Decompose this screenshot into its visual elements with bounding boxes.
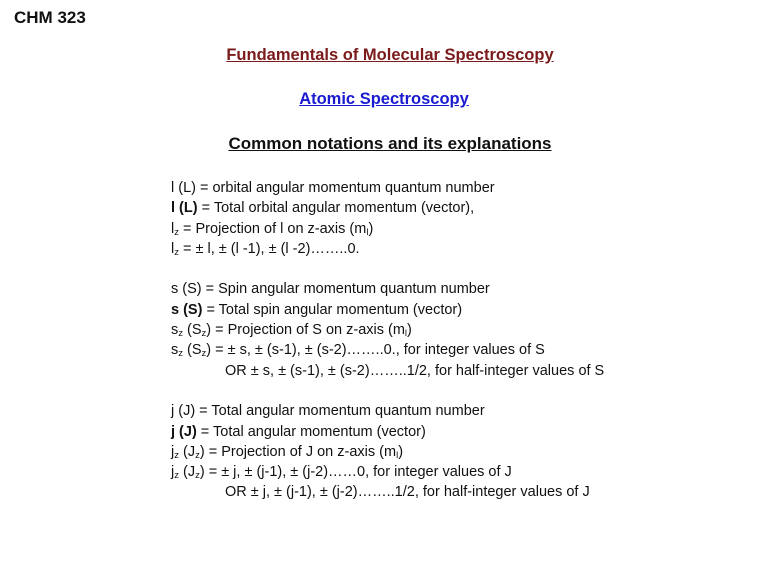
spin-projection-text-2: ) = Projection of S on z-axis (m — [206, 322, 405, 339]
orbital-quantum-number-line: l (L) = orbital angular momentum quantum number — [171, 180, 495, 196]
subscript: z — [178, 348, 183, 360]
subscript: l — [366, 226, 369, 238]
section-heading: Common notations and its explanations — [228, 134, 552, 153]
spin-vector-line — [171, 300, 604, 320]
subscript: l — [396, 449, 399, 461]
spin-values-symbol: s — [171, 342, 179, 359]
notation-list — [171, 178, 604, 503]
orbital-vector-symbol: l (L) — [171, 200, 198, 217]
total-vector-text: = Total angular momentum (vector) — [196, 423, 426, 440]
spin-quantum-number-line: s (S) = Spin angular momentum quantum number — [171, 281, 490, 298]
subscript: l — [404, 328, 408, 340]
subscript: z — [201, 328, 207, 340]
spin-values-line — [171, 340, 604, 360]
total-vector-symbol: j (J) — [171, 423, 197, 440]
spacer — [171, 259, 604, 279]
orbital-projection-symbol: l — [171, 220, 175, 237]
spin-values-text: (S — [183, 342, 202, 359]
orbital-values-symbol: l — [171, 240, 175, 257]
total-values-text: (J — [178, 464, 196, 481]
orbital-vector-line — [171, 198, 604, 218]
total-vector-line — [171, 422, 604, 442]
spin-projection-text: (S — [183, 322, 202, 339]
total-values-symbol: j — [171, 464, 175, 481]
subscript: z — [195, 449, 200, 461]
spin-half-integer-line: OR ± s, ± (s-1), ± (s-2)……..1/2, for half-integer values of S — [225, 362, 605, 379]
slide-subtitle: Atomic Spectroscopy — [299, 90, 469, 108]
spin-projection-line — [171, 320, 604, 340]
subscript: z — [178, 328, 183, 340]
orbital-values-line — [171, 239, 604, 259]
subscript: z — [174, 246, 179, 258]
total-projection-text: (J — [178, 443, 196, 460]
spin-vector-symbol: s (S) — [171, 301, 203, 318]
orbital-projection-close: ) — [368, 220, 374, 237]
subscript: z — [174, 449, 179, 461]
spin-projection-close: ) — [407, 322, 412, 339]
subscript: z — [195, 470, 200, 482]
total-projection-text-2: ) = Projection of J on z-axis (m — [199, 443, 397, 460]
spin-vector-text: = Total spin angular momentum (vector) — [202, 301, 463, 318]
total-quantum-number-line: j (J) = Total angular momentum quantum number — [171, 403, 485, 420]
slide-title: Fundamentals of Molecular Spectroscopy — [226, 46, 554, 64]
orbital-projection-line — [171, 219, 604, 239]
orbital-vector-text: = Total orbital angular momentum (vector), — [197, 200, 475, 217]
subscript: z — [174, 470, 179, 482]
orbital-projection-text: = Projection of l on z-axis (m — [178, 220, 367, 237]
spin-values-text-2: ) = ± s, ± (s-1), ± (s-2)……..0., for integer values of S — [206, 342, 545, 359]
total-values-text-2: ) = ± j, ± (j-1), ± (j-2)……0, for integer values of J — [199, 464, 512, 481]
total-half-integer-line: OR ± j, ± (j-1), ± (j-2)……..1/2, for half-integer values of J — [225, 484, 590, 501]
total-projection-symbol: j — [171, 443, 175, 460]
subscript: z — [174, 226, 179, 238]
spin-projection-symbol: s — [171, 322, 179, 339]
total-projection-line — [171, 442, 604, 462]
spacer — [171, 381, 604, 401]
subscript: z — [201, 348, 207, 360]
orbital-values-text: = ± l, ± (l -1), ± (l -2)……..0. — [178, 240, 360, 257]
total-values-line — [171, 462, 604, 482]
total-projection-close: ) — [398, 443, 404, 460]
course-code: CHM 323 — [14, 8, 86, 27]
